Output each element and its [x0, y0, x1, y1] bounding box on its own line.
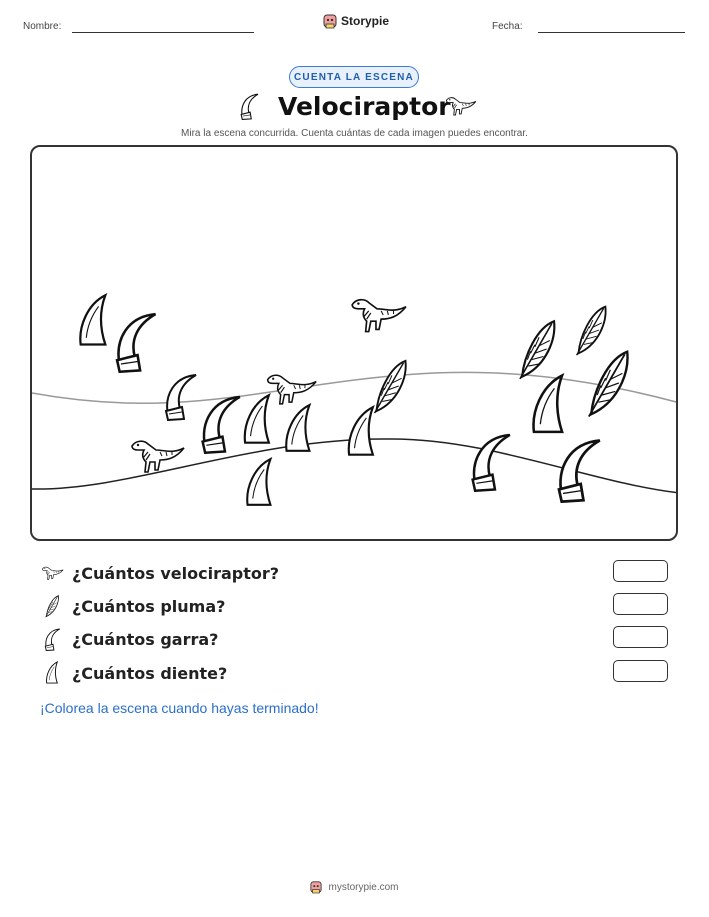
brand-logo: [323, 13, 389, 29]
tooth-item: [245, 395, 269, 443]
question-text: ¿Cuántos velociraptor?: [72, 563, 280, 583]
answer-box-tooth[interactable]: [613, 660, 668, 682]
name-line[interactable]: [72, 32, 254, 33]
velociraptor-item: [352, 300, 406, 332]
tooth-item: [349, 407, 373, 455]
claw-item: [117, 314, 155, 372]
question-row: [40, 594, 225, 618]
counting-scene: [30, 145, 678, 541]
answer-box-feather[interactable]: [613, 593, 668, 615]
scene-illustration: [32, 147, 678, 541]
footer: [0, 880, 709, 894]
claw-item: [166, 375, 196, 420]
question-text: ¿Cuántos diente?: [72, 663, 228, 683]
tooth-item: [534, 376, 563, 432]
date-line[interactable]: [538, 32, 685, 33]
question-row: [40, 561, 279, 585]
claw-item: [203, 397, 240, 453]
question-row: [40, 627, 218, 651]
question-text: ¿Cuántos garra?: [72, 629, 219, 649]
far-hill-line: [32, 372, 678, 403]
tooth-icon: [40, 661, 64, 685]
answer-box-velociraptor[interactable]: [613, 560, 668, 582]
velociraptor-item: [268, 375, 317, 404]
storypie-mascot-icon: [310, 880, 322, 894]
activity-badge: CUENTA LA ESCENA: [289, 66, 419, 88]
velociraptor-item: [132, 441, 184, 472]
tooth-item: [247, 459, 270, 505]
coloring-note: ¡Colorea la escena cuando hayas terminado!: [40, 700, 319, 716]
question-row: [40, 661, 227, 685]
feather-item: [520, 321, 554, 379]
velociraptor-icon: [443, 94, 477, 118]
feather-icon: [40, 594, 64, 618]
instructions: Mira la escena concurrida. Cuenta cuántas de cada imagen puedes encontrar.: [181, 128, 528, 139]
claw-icon: [40, 627, 64, 651]
answer-box-claw[interactable]: [613, 626, 668, 648]
question-text: ¿Cuántos pluma?: [72, 596, 226, 616]
storypie-mascot-icon: [323, 13, 337, 29]
footer-url[interactable]: mystorypie.com: [328, 881, 399, 893]
page-title: Velociraptor: [278, 92, 451, 121]
brand-name: Storypie: [341, 14, 390, 28]
name-label: Nombre:: [23, 21, 62, 32]
feather-item: [577, 307, 606, 356]
velociraptor-icon: [40, 561, 64, 585]
date-label: Fecha:: [492, 21, 523, 32]
claw-item: [559, 440, 600, 501]
tooth-item: [80, 295, 105, 344]
feather-item: [375, 361, 406, 413]
claw-icon: [236, 92, 262, 120]
claw-item: [473, 435, 510, 491]
tooth-item: [286, 405, 309, 451]
